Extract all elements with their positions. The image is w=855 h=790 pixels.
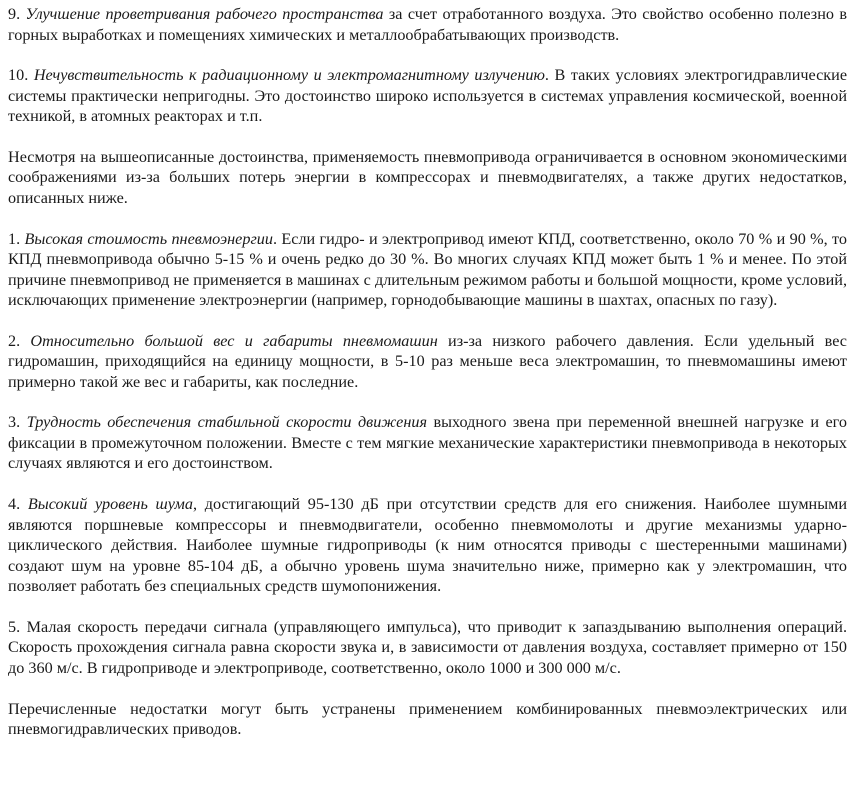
paragraph-disadvantage-1 (8, 229, 847, 311)
paragraph-conclusion (8, 699, 847, 740)
item-number: 10. (8, 66, 34, 85)
item-heading: Улучшение проветривания рабочего пространства (25, 5, 384, 23)
paragraph-disadvantage-5 (8, 617, 847, 679)
item-number: 1. (8, 229, 25, 248)
item-number: 9. (8, 5, 26, 23)
item-heading: Нечувствительность к радиационному и электромагнитному излучению (33, 66, 545, 85)
item-heading: Относительно большой вес и габариты пневмомашин (30, 331, 438, 350)
item-text: за счет отработанного воздуха. Это свойство особенно полезно в горных выработках и помещениях химических и металлообрабатывающих производств. (8, 5, 847, 44)
item-number: 4. (8, 495, 28, 514)
item-text: , достигающий 95-130 дБ при отсутствии средств для его снижения. Наиболее шумными являются поршневые компрессоры и пневмодвигатели, особенно пневмомолоты и другие механизмы ударно- циклического действия. Наиболее шумные гидроприводы (к ним относятся приводы с шестеренными машинами) создают шум на уровне 85-104 дБ, а обычно уровень шума значительно ниже, примерно как у электромашин, что позволяет работать без специальных средств шумопонижения. (8, 495, 848, 596)
item-number: 2. (8, 331, 31, 350)
paragraph-disadvantage-4 (8, 494, 847, 597)
item-text: . Если гидро- и электропривод имеют КПД, соответственно, около 70 % и 90 %, то КПД пневмопривода обычно 5-15 % и очень редко до 30 %. Во многих случаях КПД может быть 1 % и менее. По этой причине пневмопривод не применяется в машинах с длительным режимом работы и большой мощности, кроме условий, исключающих применение электроэнергии (например, горнодобывающие машины в шахтах, опасных по газу). (8, 229, 847, 310)
paragraph-text: 5. Малая скорость передачи сигнала (управляющего импульса), что приводит к запаздыванию выполнения операций. Скорость прохождения сигнала равна скорости звука и, в зависимости от давления воздуха, составляет примерно от 150 до 360 м/с. В гидроприводе и электроприводе, соответственно, около 1000 и 300 000 м/с. (8, 617, 847, 677)
paragraph-item-9 (8, 4, 847, 45)
paragraph-text: Перечисленные недостатки могут быть устранены применением комбинированных пневмоэлектрических или пневмогидравлических приводов. (8, 699, 847, 738)
item-text: . В таких условиях электрогидравлические системы практически непригодны. Это достоинство широко используется в системах управления космической, военной техникой, в атомных реакторах и т.п. (8, 66, 848, 126)
paragraph-disadvantage-3 (8, 412, 847, 474)
item-text: выходного звена при переменной внешней нагрузке и его фиксации в промежуточном положении. Вместе с тем мягкие механические характеристики пневмопривода в некоторых случаях являются и его достоинством. (8, 413, 848, 473)
paragraph-text: Несмотря на вышеописанные достоинства, применяемость пневмопривода ограничивается в основном экономическими соображениями из-за больших потерь энергии в компрессорах и пневмодвигателях, а также других недостатков, описанных ниже. (8, 147, 847, 207)
paragraph-item-10 (8, 65, 847, 127)
item-heading: Высокая стоимость пневмоэнергии (24, 229, 273, 248)
item-number: 3. (8, 413, 27, 432)
item-text: из-за низкого рабочего давления. Если удельный вес гидромашин, приходящийся на единицу мощности, в 5-10 раз меньше веса электромашин, то пневмомашины имеют примерно такой же вес и габариты, как последние. (8, 331, 847, 391)
item-heading: Трудность обеспечения стабильной скорости движения (26, 413, 427, 432)
paragraph-transition (8, 147, 847, 209)
item-heading: Высокий уровень шума (27, 495, 193, 514)
paragraph-disadvantage-2 (8, 331, 847, 393)
